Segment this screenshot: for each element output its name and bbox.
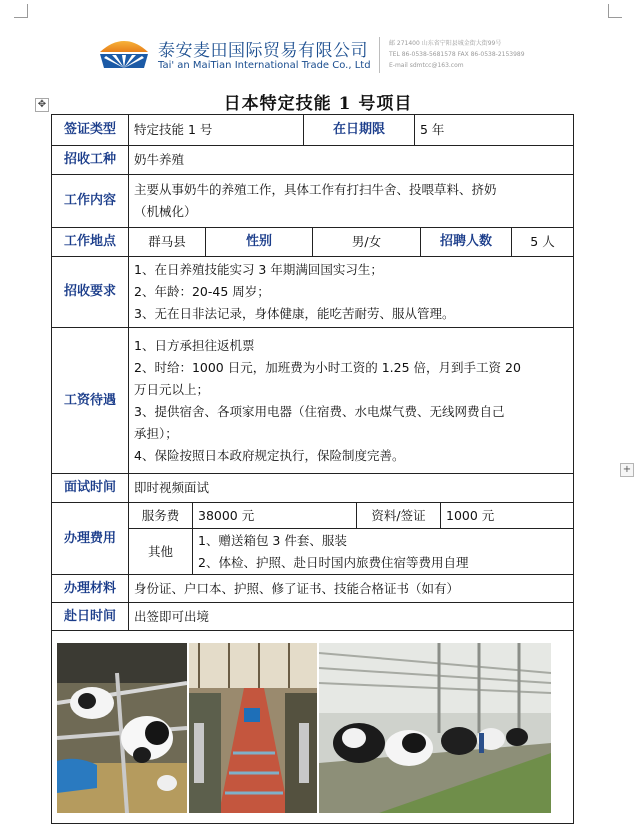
project-table xyxy=(51,114,574,824)
material-visa-fee-value: 1000 元 xyxy=(446,507,495,523)
service-fee-value: 38000 元 xyxy=(193,503,357,528)
table-row-documents xyxy=(52,575,573,603)
table-row-visa xyxy=(52,115,573,146)
work-content-line: （机械化） xyxy=(134,204,197,219)
requirements-value xyxy=(129,257,573,327)
contact-phone-fax: TEL 86-0538-5681578 FAX 86-0538-2153989 xyxy=(389,51,525,58)
other-fee-label: 其他 xyxy=(129,529,193,574)
visa-type-label: 签证类型 xyxy=(52,115,129,145)
salary-line: 2、时给：1000 日元，加班费为小时工资的 1.25 倍，月到手工资 20 xyxy=(134,359,521,375)
milking-parlor-photo xyxy=(189,643,317,813)
add-column-icon[interactable]: + xyxy=(620,463,634,477)
salary-line: 4、保险按照日本政府规定执行，保险制度完善。 xyxy=(134,447,405,463)
contact-address: 邮 271400 山东省宁阳县城金街大街99号 xyxy=(389,40,502,47)
dairy-barn-photo xyxy=(319,643,551,813)
headcount-value: 5 人 xyxy=(530,234,555,249)
letterhead-divider xyxy=(379,37,380,73)
salary-line: 承担）； xyxy=(134,425,178,441)
table-row-job-type xyxy=(52,146,573,175)
requirements-label: 招收要求 xyxy=(52,257,129,327)
service-fee-label: 服务费 xyxy=(129,503,193,528)
fees-detail xyxy=(129,503,573,574)
other-fee-line: 2、体检、护照、赴日时国内旅费住宿等费用自理 xyxy=(198,554,469,570)
interview-time-value: 即时视频面试 xyxy=(134,480,210,495)
salary-line: 1、日方承担往返机票 xyxy=(134,337,255,353)
salary-value xyxy=(129,328,573,473)
departure-value: 出签即可出境 xyxy=(134,608,210,624)
gender-value: 男/女 xyxy=(313,228,421,256)
fees-label: 办理费用 xyxy=(52,503,129,574)
visa-type-value: 特定技能 1 号 xyxy=(129,115,304,145)
gender-label: 性别 xyxy=(206,228,313,256)
fees-other-row xyxy=(129,529,573,574)
table-row-departure xyxy=(52,603,573,631)
job-type-label: 招收工种 xyxy=(52,146,129,174)
job-type-value: 奶牛养殖 xyxy=(134,152,185,167)
headcount-label: 招聘人数 xyxy=(421,228,512,256)
contact-email: E-mail sdmtcc@163.com xyxy=(389,62,464,69)
table-move-handle-icon[interactable]: ✥ xyxy=(35,98,49,112)
photo-row xyxy=(52,631,573,823)
table-row-requirements xyxy=(52,257,573,328)
documents-value: 身份证、户口本、护照、修了证书、技能合格证书（如有） xyxy=(134,580,460,596)
work-location-label: 工作地点 xyxy=(52,228,129,256)
fees-service-row xyxy=(129,503,573,529)
work-location-value: 群马县 xyxy=(129,228,206,256)
table-row-work xyxy=(52,175,573,228)
salary-line: 万日元以上； xyxy=(134,381,210,397)
requirement-line: 2、年龄：20-45 周岁； xyxy=(134,284,270,299)
page-corner-mark xyxy=(14,4,28,18)
other-fee-line: 1、赠送箱包 3 件套、服装 xyxy=(198,532,347,548)
table-row-salary xyxy=(52,328,573,474)
page-corner-mark xyxy=(608,4,622,18)
document-title: 日本特定技能 1 号项目 xyxy=(223,94,413,114)
work-content-value xyxy=(129,175,573,227)
salary-line: 3、提供宿舍、各项家用电器（住宿费、水电煤气费、无线网费自己 xyxy=(134,403,505,419)
requirement-line: 1、在日养殖技能实习 3 年期满回国实习生； xyxy=(134,262,383,277)
requirement-line: 3、无在日非法记录，身体健康，能吃苦耐劳、服从管理。 xyxy=(134,306,455,321)
company-name-cn: 泰安麦田国际贸易有限公司 xyxy=(158,41,368,61)
table-row-location xyxy=(52,228,573,257)
other-fee-value xyxy=(193,529,573,574)
company-logo xyxy=(98,28,150,70)
cow-feeding-photo xyxy=(57,643,187,813)
departure-label: 赴日时间 xyxy=(52,603,129,630)
stay-period-label: 在日期限 xyxy=(304,115,415,145)
stay-period-value: 5 年 xyxy=(420,122,445,137)
table-row-fees xyxy=(52,503,573,575)
salary-label: 工资待遇 xyxy=(52,328,129,473)
company-name-en: Tai' an MaiTian International Trade Co., Ltd xyxy=(158,60,371,71)
table-row-interview xyxy=(52,474,573,503)
interview-time-label: 面试时间 xyxy=(52,474,129,502)
documents-label: 办理材料 xyxy=(52,575,129,602)
work-content-line: 主要从事奶牛的养殖工作，具体工作有打扫牛舍、投喂草料、挤奶 xyxy=(134,182,497,197)
material-visa-fee-label: 资料/签证 xyxy=(357,503,441,528)
work-content-label: 工作内容 xyxy=(52,175,129,227)
